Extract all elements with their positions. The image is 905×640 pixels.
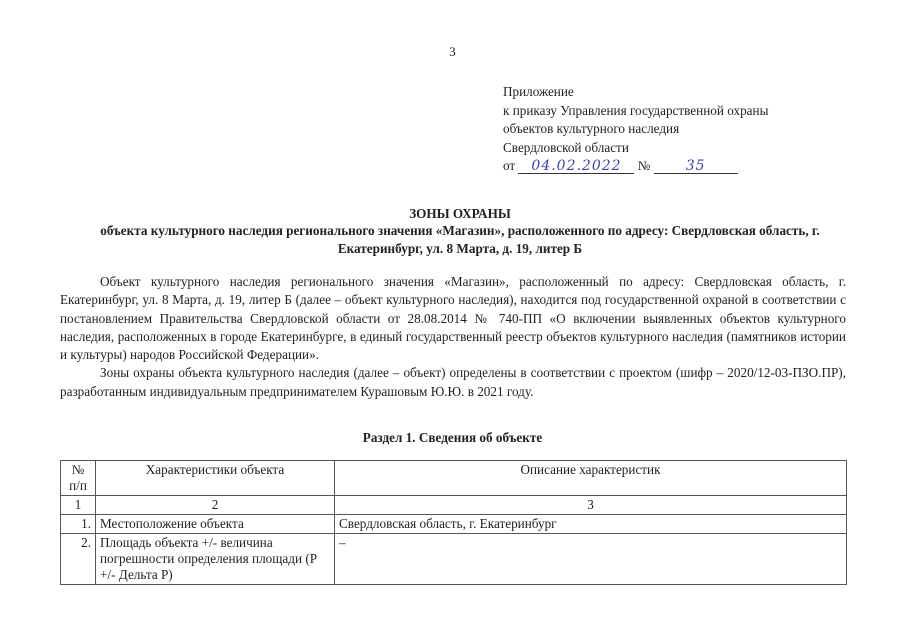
object-info-table <box>60 460 847 585</box>
row-number-cell: 1. <box>61 515 96 534</box>
appendix-line: объектов культурного наследия <box>503 121 680 137</box>
section-title: Раздел 1. Сведения об объекте <box>362 430 543 445</box>
appendix-date-line <box>503 157 768 176</box>
document-title: ЗОНЫ ОХРАНЫ <box>409 206 511 221</box>
table-row <box>61 515 847 534</box>
paragraph: Зоны охраны объекта культурного наследия (далее – объект) определены в соответствии с проектом (шифр – 2020/12-03-ПЗО.ПР), разработанным индивидуальным предпринимателем Курашовым Ю.Ю. в 2021 году. <box>60 365 846 399</box>
row-number-cell: 2. <box>61 534 96 585</box>
appendix-line: к приказу Управления государственной охраны <box>503 102 769 118</box>
table-header-row <box>61 461 847 496</box>
appendix-line: Свердловской области <box>503 139 629 155</box>
paragraph: Объект культурного наследия регионального значения «Магазин», расположенный по адресу: Свердловская область, г. Екатеринбург, ул. 8 Марта, д. 19, литер Б (далее – объект культурного наследия), находится под государственной охраной в соответствии с постановлением Правительства Свердловской области от 28.08.2014 № 740-ПП «О включении выявленных объектов культурного наследия, расположенных в городе Екатеринбурге, в единый государственный реестр объектов культурного наследия (памятников истории и культуры) народов Российской Федерации». <box>60 274 846 363</box>
table-column-number-row <box>61 496 847 515</box>
column-number-cell: 2 <box>96 496 335 515</box>
appendix-block <box>503 83 768 176</box>
date-prefix: от <box>503 158 516 174</box>
appendix-line: Приложение <box>503 84 574 99</box>
page-number: 3 <box>449 44 456 59</box>
number-sign: № <box>637 158 651 174</box>
column-number-cell: 3 <box>335 496 847 515</box>
description-cell: – <box>335 534 847 585</box>
header-cell-number: № п/п <box>61 461 96 496</box>
column-number-cell: 1 <box>61 496 96 515</box>
description-cell: Свердловская область, г. Екатеринбург <box>335 515 847 534</box>
handwritten-number: 35 <box>654 159 738 174</box>
characteristic-cell: Площадь объекта +/- величина погрешности определения площади (P +/- Дельта P) <box>96 534 335 585</box>
body-text <box>60 273 846 401</box>
handwritten-date: 04.02.2022 <box>518 159 634 174</box>
header-cell-characteristic: Характеристики объекта <box>96 461 335 496</box>
document-subtitle: объекта культурного наследия регионального значения «Магазин», расположенного по адресу: Свердловская область, г. Екатеринбург, ул. 8 Марта, д. 19, литер Б <box>100 223 820 256</box>
header-cell-description: Описание характеристик <box>335 461 847 496</box>
table-row <box>61 534 847 585</box>
characteristic-cell: Местоположение объекта <box>96 515 335 534</box>
